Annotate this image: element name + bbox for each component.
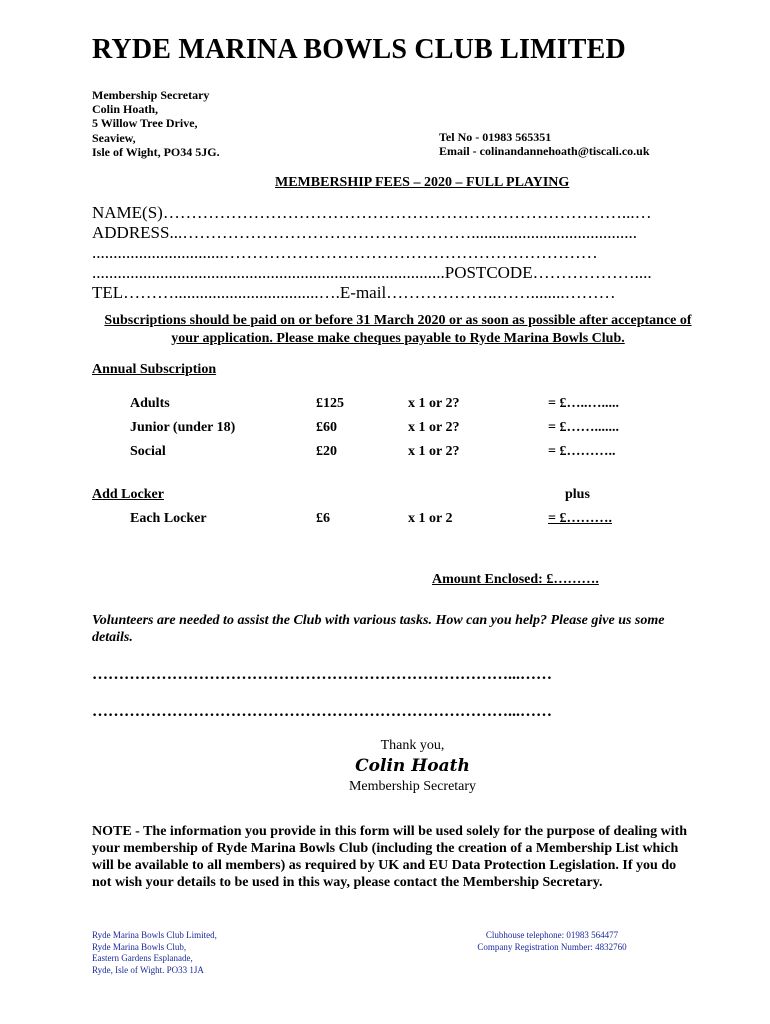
locker-total[interactable]: = £………. [548,511,612,526]
social-label: Social [130,444,166,459]
adults-label: Adults [130,396,170,411]
email: Email - colinandannehoath@tiscali.co.uk [439,144,650,159]
address-line: Seaview, [92,130,136,145]
address-line: 5 Willow Tree Drive, [92,116,198,131]
address-line: Membership Secretary [92,88,210,102]
footer-line: Ryde, Isle of Wight. PO33 1JA [92,964,204,975]
junior-qty[interactable]: x 1 or 2? [408,420,460,435]
postcode-field[interactable]: ...................................................................................POSTCODE……………….... [92,263,652,282]
thank-you: Thank you, [380,738,445,753]
social-total[interactable]: = £……….. [548,444,616,459]
volunteers-request: Volunteers are needed to assist the Club with various tasks. How can you help? Please give us some details. [92,613,665,645]
fees-heading: MEMBERSHIP FEES – 2020 – FULL PLAYING [275,175,570,190]
telephone: Tel No - 01983 565351 [439,130,552,144]
locker-qty[interactable]: x 1 or 2 [408,511,453,526]
tel-email-field[interactable]: TEL………..................................….E-mail………………..……........……… [92,283,616,302]
amount-enclosed[interactable]: Amount Enclosed: £………. [432,572,599,587]
add-locker-heading: Add Locker [92,487,164,502]
social-qty[interactable]: x 1 or 2? [408,444,460,459]
social-price: £20 [316,444,337,459]
footer-line: Ryde Marina Bowls Club Limited, [92,930,217,940]
signatory-role: Membership Secretary [348,779,477,794]
junior-price: £60 [316,420,337,435]
club-title: RYDE MARINA BOWLS CLUB LIMITED [92,34,626,65]
name-field[interactable]: NAME(S)………………………………………………………………………...… [92,203,652,222]
footer-contact [466,930,638,953]
annual-subscription-heading: Annual Subscription [92,362,217,377]
footer-line: Ryde Marina Bowls Club, [92,941,187,952]
address-field[interactable]: ADDRESS...……………………………………………....................................... [92,223,637,242]
signature: Colin Hoath [355,756,470,776]
footer-address [92,930,217,976]
footer-line: Company Registration Number: 4832760 [477,941,627,952]
adults-total[interactable]: = £…..…..... [548,396,619,411]
contact-details [439,130,650,158]
footer-line: Eastern Gardens Esplanade, [92,953,193,964]
junior-total[interactable]: = £……....... [548,420,619,435]
junior-label: Junior (under 18) [130,420,236,435]
adults-price: £125 [316,396,344,411]
locker-price: £6 [316,511,330,526]
secretary-address [92,88,220,159]
volunteer-answer-line[interactable]: ……………………………………………………………………...…… [92,666,552,683]
address-line: Isle of Wight, PO34 5JG. [92,144,220,159]
footer-line: Clubhouse telephone: 01983 564477 [485,930,619,940]
plus-label: plus [565,487,590,502]
subscription-note: Subscriptions should be paid on or before 31 March 2020 or as soon as possible after acceptance of your application. Please make cheques payable to Ryde Marina Bowls Club. [104,313,692,346]
locker-label: Each Locker [130,511,207,526]
address-line-2[interactable]: ...............................………………………………………………………… [92,243,598,262]
volunteer-answer-line[interactable]: ……………………………………………………………………...…… [92,703,552,720]
adults-qty[interactable]: x 1 or 2? [408,396,460,411]
address-line: Colin Hoath, [92,102,159,117]
data-protection-note: NOTE - The information you provide in this form will be used solely for the purpose of dealing with your membership of Ryde Marina Bowls Club (including the creation of a Membership List which will be available to all members) as required by UK and EU Data Protection Legislation. If you do not wish your details to be used in this way, please contact the Membership Secretary. [92,824,688,890]
